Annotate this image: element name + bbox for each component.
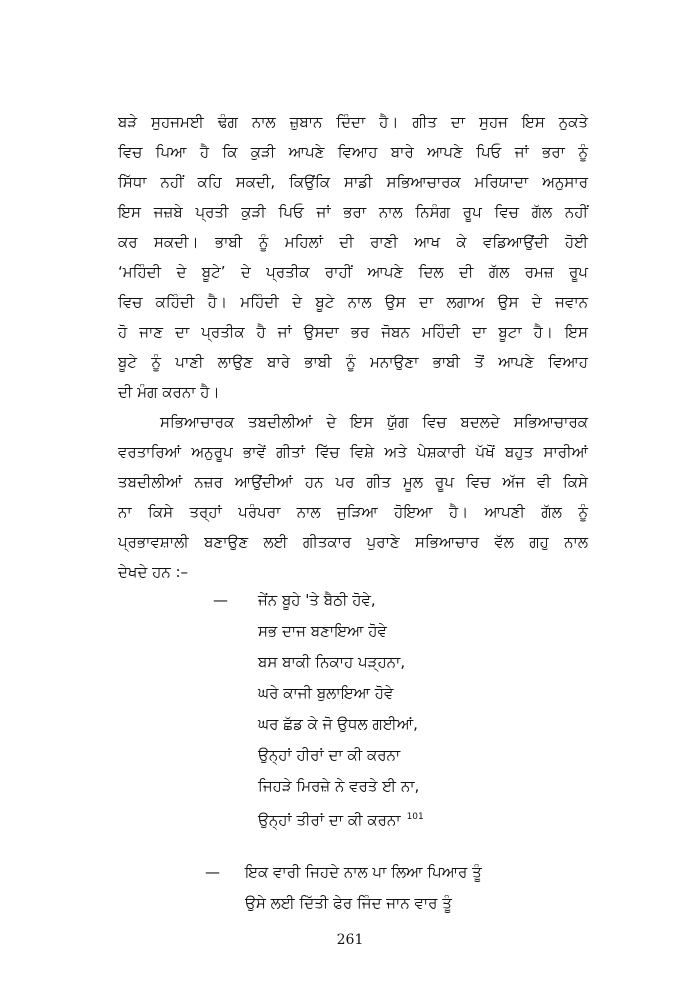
verse-line: ਬਸ ਬਾਕੀ ਨਿਕਾਹ ਪੜ੍ਹਨਾ, — [258, 653, 406, 671]
text-line: ਪ੍ਰਭਾਵਸ਼ਾਲੀ ਬਣਾਉਣ ਲਈ ਗੀਤਕਾਰ ਪੁਰਾਣੇ ਸਭਿਆਚਾਰ ਵੱਲ ਗਹੁ ਨਾਲ — [118, 533, 588, 551]
text-line: ਤਬਦੀਲੀਆਂ ਨਜ਼ਰ ਆਉਂਦੀਆਂ ਹਨ ਪਰ ਗੀਤ ਮੂਲ ਰੂਪ ਵਿਚ ਅੱਜ ਵੀ ਕਿਸੇ — [118, 473, 588, 491]
verse-line-text: ਉਨ੍ਹਾਂ ਤੀਰਾਂ ਦਾ ਕੀ ਕਰਨਾ — [258, 811, 401, 829]
text-line: ਵਿਚ ਪਿਆ ਹੈ ਕਿ ਕੁੜੀ ਆਪਣੇ ਵਿਆਹ ਬਾਰੇ ਆਪਣੇ ਪਿਓ ਜਾਂ ਭਰਾ ਨੂੰ — [118, 143, 588, 161]
text-line: ਇਸ ਜਜ਼ਬੇ ਪ੍ਰਤੀ ਕੁੜੀ ਪਿਓ ਜਾਂ ਭਰਾ ਨਾਲ ਨਿਸੰਗ ਰੂਪ ਵਿਚ ਗੱਲ ਨਹੀਂ — [118, 203, 588, 221]
text-line: ਦੀ ਮੰਗ ਕਰਨਾ ਹੈ। — [118, 383, 220, 401]
text-line: ਸਭਿਆਚਾਰਕ ਤਬਦੀਲੀਆਂ ਦੇ ਇਸ ਯੁੱਗ ਵਿਚ ਬਦਲਦੇ ਸਭਿਆਚਾਰਕ — [160, 413, 588, 431]
verse-line: ਜੇਂਨ ਬੂਹੇ 'ਤੇ ਬੈਠੀ ਹੋਵੇ, — [258, 591, 376, 609]
footnote-marker: 101 — [406, 812, 424, 822]
em-dash: — — [205, 863, 220, 881]
text-line: ‘ਮਹਿੰਦੀ ਦੇ ਬੂਟੇ’ ਦੇ ਪ੍ਰਤੀਕ ਰਾਹੀਂ ਆਪਣੇ ਦਿਲ ਦੀ ਗੱਲ ਰਮਜ਼ ਰੂਪ — [118, 263, 588, 281]
verse-line: ਘਰ ਛੱਡ ਕੇ ਜੋ ਉਧਲ ਗਈਆਂ, — [258, 715, 418, 733]
text-line: ਵਰਤਾਰਿਆਂ ਅਨੁਰੂਪ ਭਾਵੇਂ ਗੀਤਾਂ ਵਿੱਚ ਵਿਸ਼ੇ ਅਤੇ ਪੇਸ਼ਕਾਰੀ ਪੱਖੋਂ ਬਹੁਤ ਸਾਰੀਆਂ — [118, 443, 588, 461]
text-line: ਨਾ ਕਿਸੇ ਤਰ੍ਹਾਂ ਪਰੰਪਰਾ ਨਾਲ ਜੁੜਿਆ ਹੋਇਆ ਹੈ। ਆਪਣੀ ਗੱਲ ਨੂੰ — [118, 503, 588, 521]
verse-line: ਉਨ੍ਹਾਂ ਹੀਰਾਂ ਦਾ ਕੀ ਕਰਨਾ — [258, 746, 401, 764]
text-line: ਬੂਟੇ ਨੂੰ ਪਾਣੀ ਲਾਉਣ ਬਾਰੇ ਭਾਬੀ ਨੂੰ ਮਨਾਉਣਾ ਭਾਬੀ ਤੋਂ ਆਪਣੇ ਵਿਆਹ — [118, 353, 588, 371]
text-line: ਵਿਚ ਕਹਿੰਦੀ ਹੈ। ਮਹਿੰਦੀ ਦੇ ਬੂਟੇ ਨਾਲ ਉਸ ਦਾ ਲਗਾਅ ਉਸ ਦੇ ਜਵਾਨ — [118, 293, 588, 311]
text-line: ਬੜੇ ਸੁਹਜਮਈ ਢੰਗ ਨਾਲ ਜ਼ੁਬਾਨ ਦਿੰਦਾ ਹੈ। ਗੀਤ ਦਾ ਸੁਹਜ ਇਸ ਨੁਕਤੇ — [118, 113, 588, 131]
verse-line: ਇਕ ਵਾਰੀ ਜਿਹਦੇ ਨਾਲ ਪਾ ਲਿਆ ਪਿਆਰ ਤੂੰ — [245, 863, 482, 881]
verse-line-with-footnote — [258, 807, 424, 830]
em-dash: — — [213, 591, 228, 609]
verse-line: ਘਰੇ ਕਾਜੀ ਬੁਲਾਇਆ ਹੋਵੇ — [258, 684, 394, 702]
text-line: ਹੋ ਜਾਣ ਦਾ ਪ੍ਰਤੀਕ ਹੈ ਜਾਂ ਉਸਦਾ ਭਰ ਜੋਬਨ ਮਹਿੰਦੀ ਦਾ ਬੂਟਾ ਹੈ। ਇਸ — [118, 323, 588, 341]
verse-line: ਜਿਹੜੇ ਮਿਰਜ਼ੇ ਨੇ ਵਰਤੇ ਈ ਨਾ, — [258, 777, 420, 795]
text-line: ਕਰ ਸਕਦੀ। ਭਾਬੀ ਨੂੰ ਮਹਿਲਾਂ ਦੀ ਰਾਣੀ ਆਖ ਕੇ ਵਡਿਆਉਂਦੀ ਹੋਈ — [118, 233, 588, 251]
verse-line: ਸਭ ਦਾਜ ਬਣਾਇਆ ਹੋਵੇ — [258, 622, 387, 640]
text-line: ਦੇਖਦੇ ਹਨ :– — [118, 563, 189, 581]
text-line: ਸਿੱਧਾ ਨਹੀਂ ਕਹਿ ਸਕਦੀ, ਕਿਉਂਕਿ ਸਾਡੀ ਸਭਿਆਚਾਰਕ ਮਰਿਯਾਦਾ ਅਨੁਸਾਰ — [118, 173, 588, 191]
verse-line: ਉਸੇ ਲਈ ਦਿੱਤੀ ਫੇਰ ਜਿੰਦ ਜਾਨ ਵਾਰ ਤੂੰ — [245, 894, 452, 912]
page-number: 261 — [336, 932, 364, 948]
